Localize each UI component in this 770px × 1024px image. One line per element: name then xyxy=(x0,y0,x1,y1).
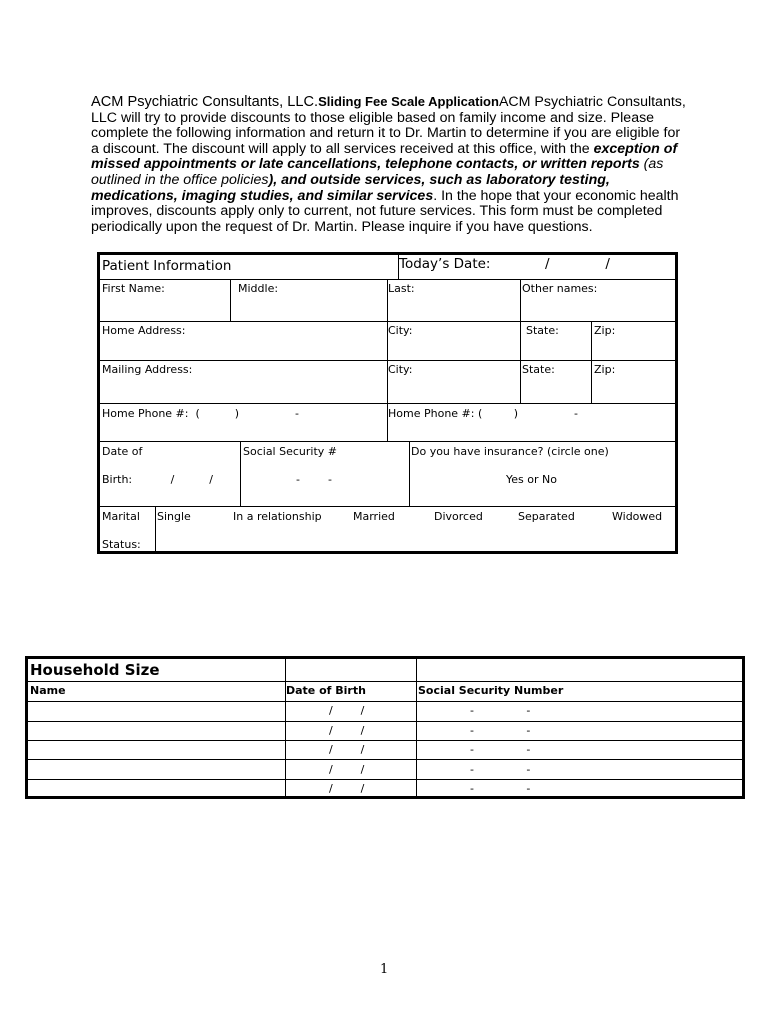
insurance-question: Do you have insurance? (circle one) xyxy=(411,445,609,458)
intro-exceptions: exception of missed appointments or late cancellations, telephone contacts, or written reports xyxy=(91,140,678,173)
intro-text-1: ACM Psychiatric Consultants, LLC will try to provide discounts to those eligible based on family income and size. Please complete the following information and return it to Dr. Martin to determine if you are eligible for a discount. The discount will apply to all services received at this office, with the xyxy=(91,94,686,157)
date-of-birth-label: Date of xyxy=(102,445,143,458)
row-ssn-field[interactable]: - - xyxy=(470,782,531,795)
status-divorced[interactable]: Divorced xyxy=(434,510,483,523)
row-ssn-field[interactable]: - - xyxy=(470,724,531,737)
home-city-field[interactable]: City: xyxy=(388,324,413,337)
home-zip-field[interactable]: Zip: xyxy=(594,324,616,337)
household-col-name: Name xyxy=(30,684,66,697)
mailing-city-field[interactable]: City: xyxy=(388,363,413,376)
home-state-field[interactable]: State: xyxy=(526,324,559,337)
ssn-label: Social Security # xyxy=(243,445,337,458)
other-names-field[interactable]: Other names: xyxy=(522,282,598,295)
middle-name-field[interactable]: Middle: xyxy=(238,282,279,295)
insurance-answer[interactable]: Yes or No xyxy=(506,473,557,486)
marital-label: Marital xyxy=(102,510,140,523)
status-single[interactable]: Single xyxy=(157,510,191,523)
status-widowed[interactable]: Widowed xyxy=(612,510,663,523)
todays-date-field[interactable]: / / xyxy=(545,256,610,272)
patient-information-header: Patient Information xyxy=(102,258,232,274)
status-separated[interactable]: Separated xyxy=(518,510,575,523)
status-married[interactable]: Married xyxy=(353,510,395,523)
form-title: Sliding Fee Scale Application xyxy=(318,94,499,109)
row-ssn-field[interactable]: - - xyxy=(470,704,531,717)
intro-policies-note: (as outlined in the office policies xyxy=(91,156,664,188)
row-dob-field[interactable]: / / xyxy=(329,704,365,717)
household-col-dob: Date of Birth xyxy=(286,684,366,697)
row-dob-field[interactable]: / / xyxy=(329,743,365,756)
row-ssn-field[interactable]: - - xyxy=(470,743,531,756)
practice-name: ACM Psychiatric Consultants, LLC. xyxy=(91,94,319,110)
ssn-field[interactable]: - - xyxy=(296,473,332,486)
first-name-field[interactable]: First Name: xyxy=(102,282,165,295)
household-size-title: Household Size xyxy=(30,661,160,679)
mailing-zip-field[interactable]: Zip: xyxy=(594,363,616,376)
page-number: 1 xyxy=(380,962,389,977)
marital-status-label: Status: xyxy=(102,538,141,551)
row-dob-field[interactable]: / / xyxy=(329,763,365,776)
row-ssn-field[interactable]: - - xyxy=(470,763,531,776)
date-of-birth-field[interactable]: Birth: / / xyxy=(102,473,213,486)
intro-outside-services: ), and outside services, such as laboratory testing, medications, imaging studies, and similar services xyxy=(91,171,610,204)
mailing-address-field[interactable]: Mailing Address: xyxy=(102,363,193,376)
mailing-state-field[interactable]: State: xyxy=(522,363,555,376)
household-col-ssn: Social Security Number xyxy=(418,684,564,697)
patient-information-table xyxy=(97,252,678,554)
home-phone-field[interactable]: Home Phone #: ( ) - xyxy=(102,407,299,420)
intro-paragraph xyxy=(91,94,691,235)
status-relationship[interactable]: In a relationship xyxy=(233,510,322,523)
household-size-table xyxy=(25,656,745,799)
row-dob-field[interactable]: / / xyxy=(329,782,365,795)
intro-text-2: . In the hope that your economic health improves, discounts apply only to current, not future services. This form must be completed periodically upon the request of Dr. Martin. Please inquire if you have questions. xyxy=(91,187,679,235)
home-address-field[interactable]: Home Address: xyxy=(102,324,186,337)
row-dob-field[interactable]: / / xyxy=(329,724,365,737)
home-phone-field-2[interactable]: Home Phone #: ( ) - xyxy=(388,407,578,420)
todays-date-label: Today’s Date: xyxy=(399,256,491,272)
last-name-field[interactable]: Last: xyxy=(388,282,415,295)
